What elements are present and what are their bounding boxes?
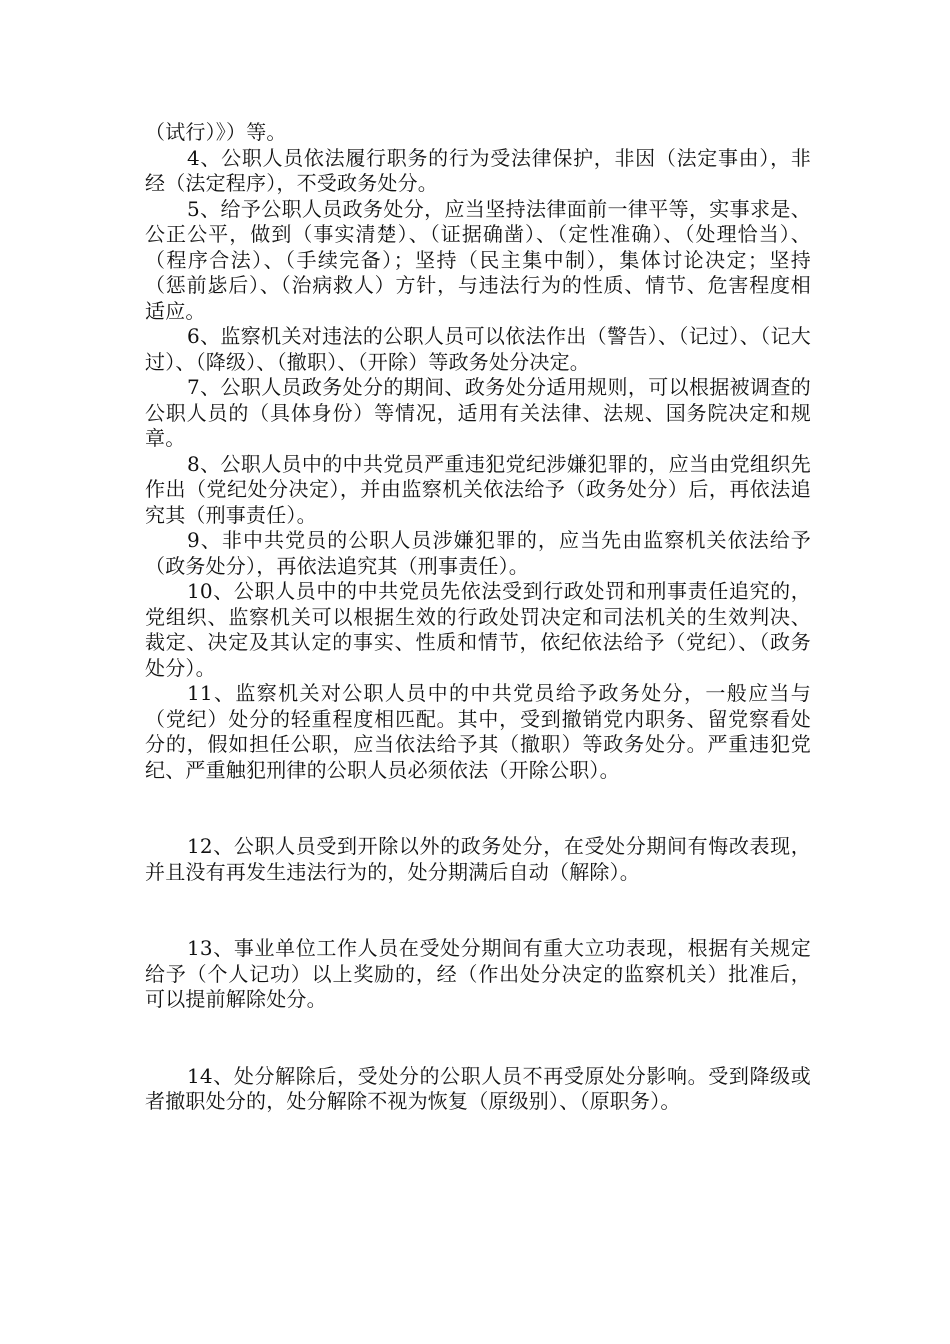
paragraph-continuation: （试行）》）等。 [145, 120, 287, 144]
paragraph-item-5: 5、给予公职人员政务处分，应当坚持法律面前一律平等，实事求是、公正公平，做到（事实清楚）、（证据确凿）、（定性准确）、（处理恰当）、（程序合法）、（手续完备）；坚持（民主集中制），集体讨论决定；坚持（惩前毖后）、（治病救人）方针，与违法行为的性质、情节、危害程度相适应。 [145, 196, 811, 323]
paragraph-item-12: 12、公职人员受到开除以外的政务处分，在受处分期间有悔改表现，并且没有再发生违法行为的，处分期满后自动（解除）。 [145, 834, 811, 884]
paragraph-spacer [145, 885, 811, 936]
paragraph-item-10: 10、公职人员中的中共党员先依法受到行政处罚和刑事责任追究的，党组织、监察机关可以根据生效的行政处罚决定和司法机关的生效判决、裁定、决定及其认定的事实、性质和情节，依纪依法给予（党纪）、（政务处分）。 [145, 579, 811, 680]
paragraph-spacer [145, 783, 811, 834]
paragraph-item-11: 11、监察机关对公职人员中的中共党员给予政务处分，一般应当与（党纪）处分的轻重程度相匹配。其中，受到撤销党内职务、留党察看处分的，假如担任公职，应当依法给予其（撤职）等政务处分。严重违犯党纪、严重触犯刑律的公职人员必须依法（开除公职）。 [145, 681, 811, 782]
paragraph-item-13: 13、事业单位工作人员在受处分期间有重大立功表现，根据有关规定给予（个人记功）以上奖励的，经（作出处分决定的监察机关）批准后，可以提前解除处分。 [145, 936, 811, 1011]
document-body [145, 120, 811, 1115]
paragraph-spacer [145, 1013, 811, 1064]
paragraph-item-7: 7、公职人员政务处分的期间、政务处分适用规则，可以根据被调查的公职人员的（具体身份）等情况，适用有关法律、法规、国务院决定和规章。 [145, 375, 811, 450]
paragraph-item-8: 8、公职人员中的中共党员严重违犯党纪涉嫌犯罪的，应当由党组织先作出（党纪处分决定），并由监察机关依法给予（政务处分）后，再依法追究其（刑事责任）。 [145, 451, 811, 527]
paragraph-item-6: 6、监察机关对违法的公职人员可以依法作出（警告）、（记过）、（记大过）、（降级）、（撤职）、（开除）等政务处分决定。 [145, 324, 811, 374]
paragraph-item-9: 9、非中共党员的公职人员涉嫌犯罪的，应当先由监察机关依法给予（政务处分），再依法追究其（刑事责任）。 [145, 528, 811, 578]
paragraph-item-4: 4、公职人员依法履行职务的行为受法律保护，非因（法定事由），非经（法定程序），不受政务处分。 [145, 145, 811, 195]
paragraph-item-14: 14、处分解除后，受处分的公职人员不再受原处分影响。受到降级或者撤职处分的，处分解除不视为恢复（原级别）、（原职务）。 [145, 1063, 811, 1113]
